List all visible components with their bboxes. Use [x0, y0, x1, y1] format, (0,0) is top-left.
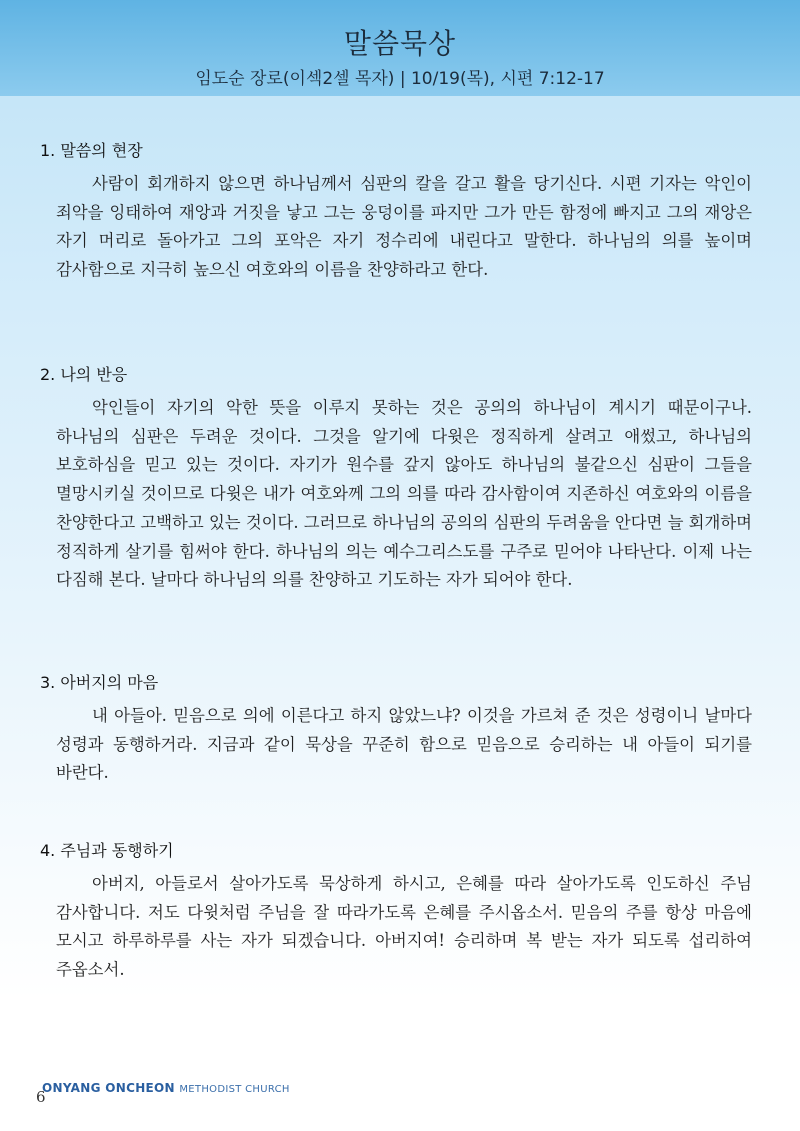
section-heading: 2. 나의 반응	[40, 365, 128, 384]
section-body: 아버지, 아들로서 살아가도록 묵상하게 하시고, 은혜를 따라 살아가도록 인도하신 주님 감사합니다. 저도 다윗처럼 주님을 잘 따라가도록 은혜를 주시옵소서. 믿음의 주를 항상 마음에 모시고 하루하루를 사는 자가 되겠습니다. 아버지여! 승리하며 복 받는 자가 되도록 섭리하여 주옵소서.	[56, 874, 752, 980]
church-brand	[42, 1081, 290, 1095]
page-subtitle: 임도순 장로(이섹2셀 목자) | 10/19(목), 시편 7:12-17	[195, 69, 605, 89]
section-2	[40, 362, 752, 595]
section-heading: 3. 아버지의 마음	[40, 673, 159, 692]
section-1	[40, 138, 752, 285]
section-body: 내 아들아. 믿음으로 의에 이른다고 하지 않았느냐? 이것을 가르쳐 준 것은 성령이니 날마다 성령과 동행하거라. 지금과 같이 묵상을 꾸준히 함으로 믿음으로 승리하는 내 아들이 되기를 바란다.	[56, 706, 752, 783]
church-brand-suffix: METHODIST CHURCH	[179, 1084, 290, 1095]
church-brand-name: ONYANG ONCHEON	[42, 1081, 175, 1095]
section-4	[40, 838, 752, 985]
section-heading: 4. 주님과 동행하기	[40, 841, 174, 860]
page-header	[0, 0, 800, 96]
section-3	[40, 670, 752, 788]
page-number: 6	[36, 1088, 46, 1106]
page-title: 말씀묵상	[343, 27, 457, 60]
section-heading: 1. 말씀의 현장	[40, 141, 143, 160]
section-body: 악인들이 자기의 악한 뜻을 이루지 못하는 것은 공의의 하나님이 계시기 때문이구나. 하나님의 심판은 두려운 것이다. 그것을 알기에 다윗은 정직하게 살려고 애썼고, 하나님의 보호하심을 믿고 있는 것이다. 자기가 원수를 갚지 않아도 하나님의 불같으신 심판이 그들을 멸망시키실 것이므로 다윗은 내가 여호와께 그의 의를 따라 감사함이여 지존하신 여호와의 이름을 찬양한다고 고백하고 있는 것이다. 그러므로 하나님의 공의의 심판의 두려움을 안다면 늘 회개하며 정직하게 살기를 힘써야 한다. 하나님의 의는 예수그리스도를 구주로 믿어야 나타난다. 이제 나는 다짐해 본다. 날마다 하나님의 의를 찬양하고 기도하는 자가 되어야 한다.	[56, 398, 752, 590]
section-body: 사람이 회개하지 않으면 하나님께서 심판의 칼을 갈고 활을 당기신다. 시편 기자는 악인이 죄악을 잉태하여 재앙과 거짓을 낳고 그는 웅덩이를 파지만 그가 만든 함정에 빠지고 그의 재앙은 자기 머리로 돌아가고 그의 포악은 자기 정수리에 내린다고 말한다. 하나님의 의를 높이며 감사함으로 지극히 높으신 여호와의 이름을 찬양하라고 한다.	[56, 174, 752, 280]
